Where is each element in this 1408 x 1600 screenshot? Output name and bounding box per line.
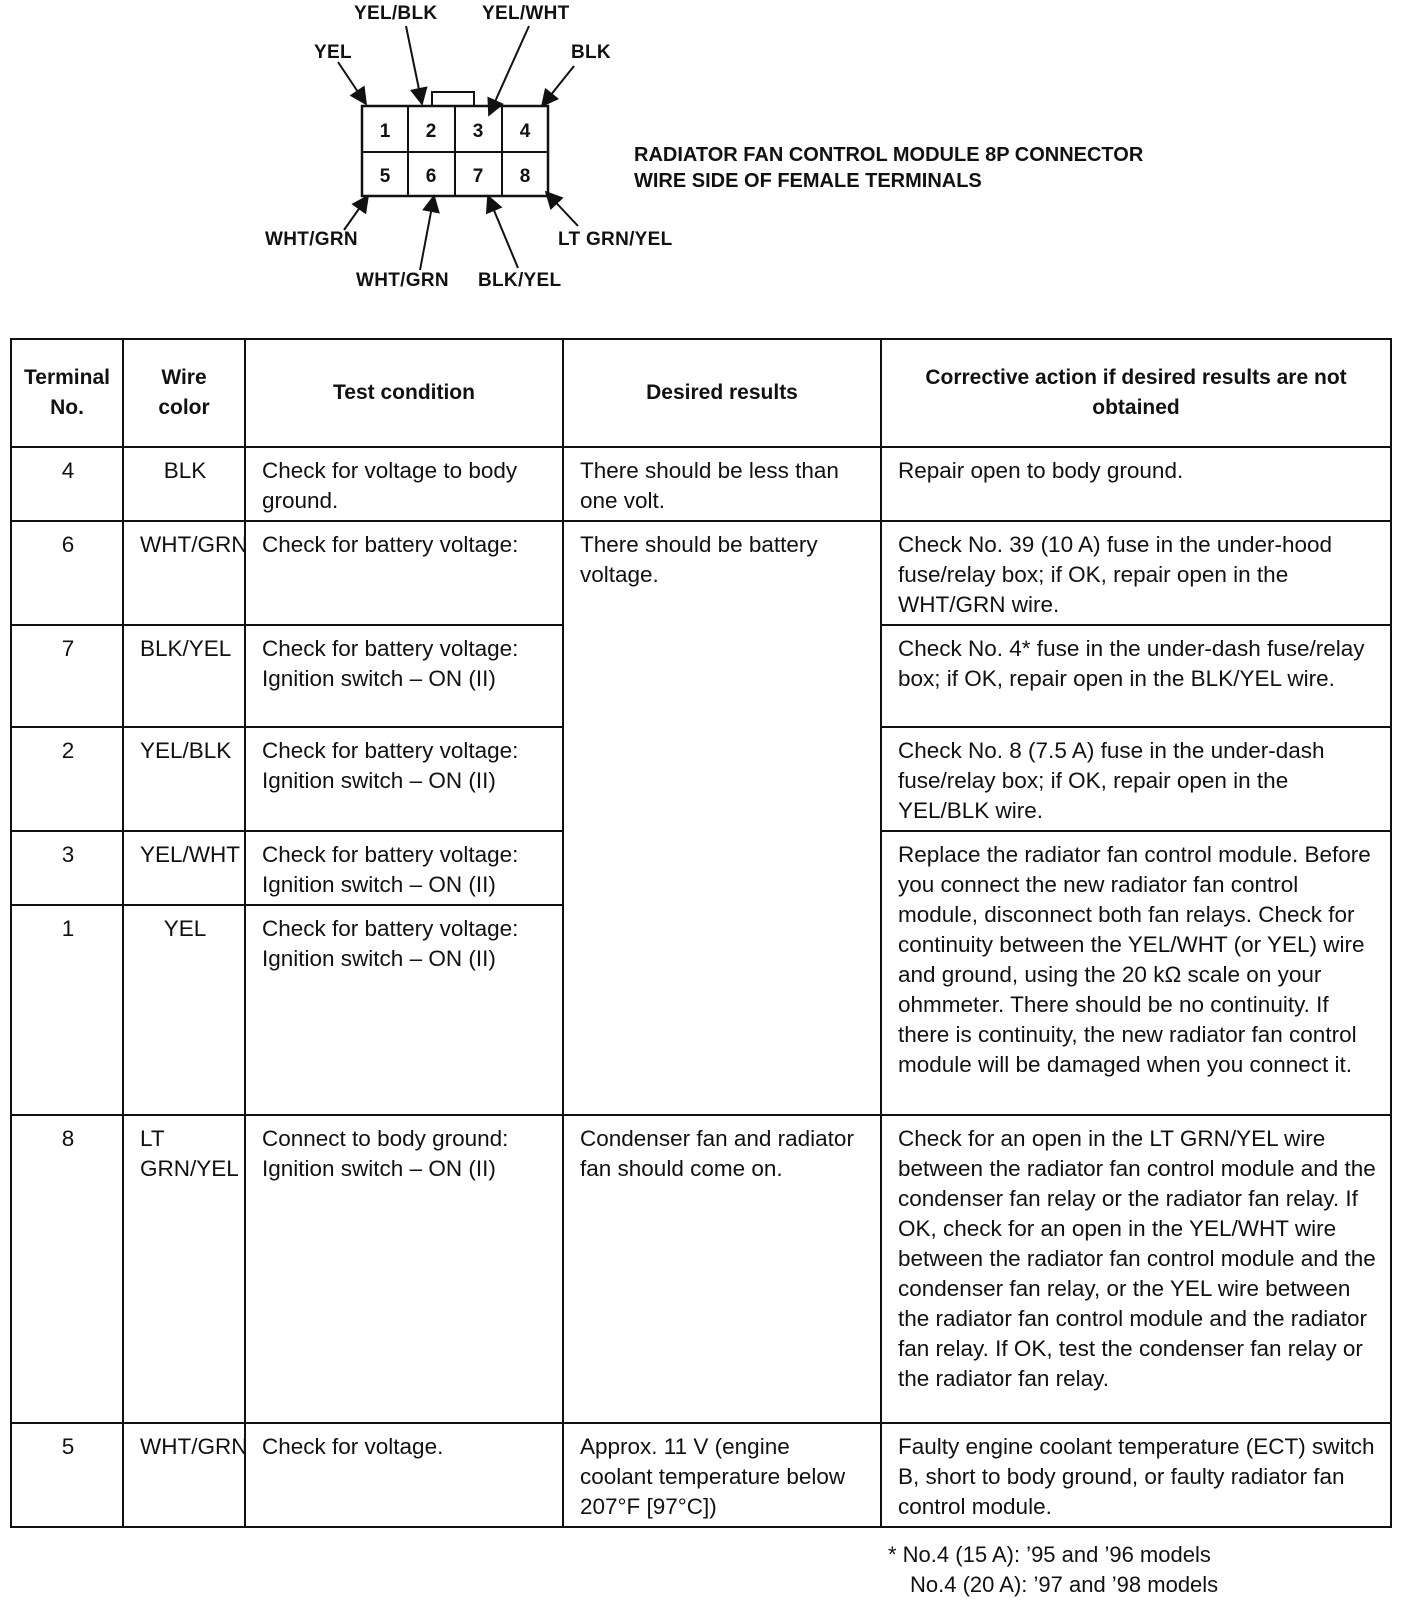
pin-2-number: 2 [425,121,437,142]
leader-pin-8 [546,192,578,226]
test-cell: Check for battery voltage: Ignition switch – ON (II) [245,905,563,1115]
table-row [11,1423,1391,1527]
footnote-line-1: * No.4 (15 A): ’95 and ’96 models [888,1542,1211,1567]
terminal-cell: 3 [11,831,123,905]
leader-pin-4 [542,66,574,106]
corrective-cell: Faulty engine coolant temperature (ECT) switch B, short to body ground, or faulty radiator fan control module. [881,1423,1391,1527]
header-terminal: Terminal No. [11,339,123,447]
table-header-row [11,339,1391,447]
test-cell: Check for battery voltage: Ignition switch – ON (II) [245,625,563,727]
connector-diagram [0,0,1408,320]
desired-cell: There should be battery voltage. [563,521,881,1115]
wire-label-pin-2: YEL/BLK [354,3,438,24]
test-cell: Check for battery voltage: [245,521,563,625]
header-desired-results: Desired results [563,339,881,447]
connector-caption [634,142,1143,194]
table-row [11,1115,1391,1423]
terminal-cell: 5 [11,1423,123,1527]
wire-label-pin-3: YEL/WHT [482,3,570,24]
terminal-cell: 7 [11,625,123,727]
wire-cell: YEL [123,905,245,1115]
header-wire-color: Wire color [123,339,245,447]
wire-cell: YEL/BLK [123,727,245,831]
pin-7-number: 7 [472,166,484,187]
pin-4-number: 4 [519,121,531,142]
header-corrective-action: Corrective action if desired results are not obtained [881,339,1391,447]
leader-pin-3 [489,26,529,115]
pin-3-number: 3 [472,121,484,142]
wire-label-pin-7: BLK/YEL [478,270,562,291]
wire-label-pin-8: LT GRN/YEL [558,229,673,250]
desired-cell: Approx. 11 V (engine coolant temperature below 207°F [97°C]) [563,1423,881,1527]
wire-label-pin-5: WHT/GRN [265,229,358,250]
desired-cell: Condenser fan and radiator fan should come on. [563,1115,881,1423]
terminal-cell: 4 [11,447,123,521]
leader-pin-2 [406,26,422,104]
wire-cell: BLK [123,447,245,521]
pin-5-number: 5 [379,166,391,187]
pin-8-number: 8 [519,166,531,187]
corrective-cell: Repair open to body ground. [881,447,1391,521]
troubleshooting-table [10,338,1392,1528]
table-row [11,447,1391,521]
leader-pin-7 [488,196,518,268]
footnote-line-2: No.4 (20 A): ’97 and ’98 models [910,1572,1219,1597]
fuse-footnote [888,1540,1218,1600]
wire-cell: WHT/GRN [123,1423,245,1527]
wire-cell: LT GRN/YEL [123,1115,245,1423]
wire-cell: YEL/WHT [123,831,245,905]
pin-1-number: 1 [379,121,391,142]
wire-cell: BLK/YEL [123,625,245,727]
leader-pin-1 [338,62,366,104]
test-cell: Check for battery voltage: Ignition switch – ON (II) [245,727,563,831]
terminal-cell: 8 [11,1115,123,1423]
caption-line-1: RADIATOR FAN CONTROL MODULE 8P CONNECTOR [634,144,1144,166]
desired-cell: There should be less than one volt. [563,447,881,521]
terminal-cell: 2 [11,727,123,831]
test-cell: Check for battery voltage: Ignition switch – ON (II) [245,831,563,905]
table-row [11,521,1391,625]
test-cell: Check for voltage. [245,1423,563,1527]
header-test-condition: Test condition [245,339,563,447]
caption-line-2: WIRE SIDE OF FEMALE TERMINALS [634,170,982,192]
terminal-cell: 6 [11,521,123,625]
wire-label-pin-4: BLK [571,42,611,63]
wire-label-pin-6: WHT/GRN [356,270,449,291]
corrective-cell: Check for an open in the LT GRN/YEL wire between the radiator fan control module and the condenser fan relay or the radiator fan relay. If OK, check for an open in the YEL/WHT wire between the radiator fan control module and the condenser fan relay, or the YEL wire between the radiator fan control module and the radiator fan relay. If OK, test the condenser fan relay or the radiator fan relay. [881,1115,1391,1423]
test-cell: Connect to body ground: Ignition switch – ON (II) [245,1115,563,1423]
corrective-cell: Check No. 8 (7.5 A) fuse in the under-dash fuse/relay box; if OK, repair open in the YEL/BLK wire. [881,727,1391,831]
terminal-cell: 1 [11,905,123,1115]
test-cell: Check for voltage to body ground. [245,447,563,521]
corrective-cell: Check No. 4* fuse in the under-dash fuse/relay box; if OK, repair open in the BLK/YEL wire. [881,625,1391,727]
corrective-cell: Check No. 39 (10 A) fuse in the under-hood fuse/relay box; if OK, repair open in the WHT/GRN wire. [881,521,1391,625]
leader-pin-6 [420,196,434,270]
wire-label-pin-1: YEL [314,42,352,63]
wire-cell: WHT/GRN [123,521,245,625]
pin-6-number: 6 [425,166,437,187]
corrective-cell: Replace the radiator fan control module. Before you connect the new radiator fan control module, disconnect both fan relays. Check for continuity between the YEL/WHT (or YEL) wire and ground, using the 20 kΩ scale on your ohmmeter. There should be no continuity. If there is continuity, the new radiator fan control module will be damaged when you connect it. [881,831,1391,1115]
leader-pin-5 [344,196,368,230]
